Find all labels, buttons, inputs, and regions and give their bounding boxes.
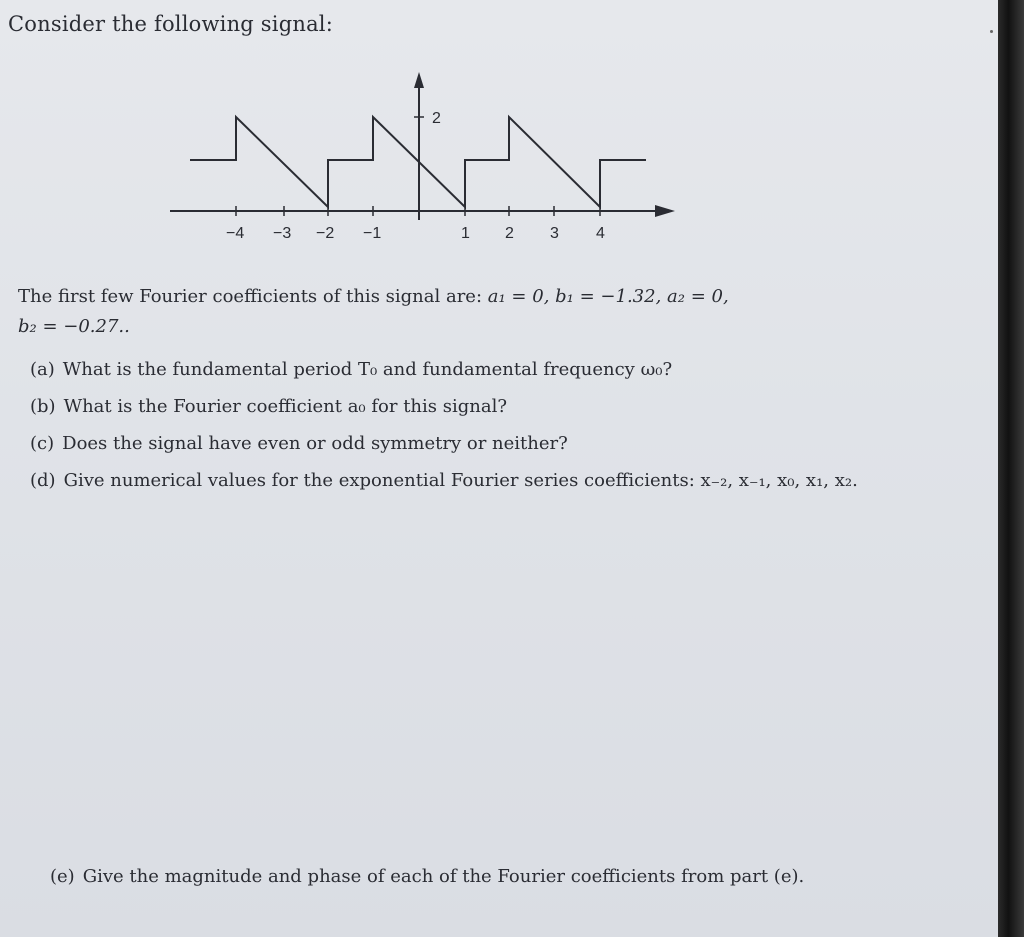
x-axis-arrowhead [655, 205, 675, 217]
question-b [30, 392, 910, 429]
x-tick-label: 2 [505, 225, 514, 242]
coefficient-a1: a₁ = 0, [487, 286, 550, 307]
question-tag: (e) [50, 866, 75, 887]
problem-heading: Consider the following signal: [8, 12, 333, 36]
y-tick-label-2: 2 [432, 110, 441, 127]
x-tick-label: −1 [363, 225, 382, 242]
question-text: What is the fundamental period T₀ and fundamental frequency ω₀? [62, 359, 673, 380]
stray-dot [990, 30, 993, 33]
question-tag: (d) [30, 470, 56, 491]
question-a [30, 355, 910, 392]
coefficients-intro: The first few Fourier coefficients of this signal are: [18, 286, 483, 307]
y-axis-arrowhead [414, 72, 424, 88]
question-text: What is the Fourier coefficient a₀ for this signal? [63, 396, 507, 417]
x-tick-label: 1 [461, 225, 470, 242]
question-list [30, 355, 910, 503]
question-e [50, 866, 804, 887]
x-tick-label: −4 [226, 225, 245, 242]
coefficient-b1: b₁ = −1.32, [555, 286, 662, 307]
x-tick-label: −2 [316, 225, 335, 242]
signal-figure [160, 62, 690, 252]
question-c [30, 429, 910, 466]
coefficient-b2: b₂ = −0.27.. [18, 316, 130, 337]
question-tag: (a) [30, 359, 55, 380]
question-text: Give the magnitude and phase of each of the Fourier coefficients from part (e). [82, 866, 805, 887]
question-tag: (c) [30, 433, 55, 454]
question-text: Give numerical values for the exponential Fourier series coefficients: x₋₂, x₋₁, x₀, x₁, x₂. [63, 470, 858, 491]
x-tick-label: 4 [596, 225, 605, 242]
x-tick-label: 3 [550, 225, 559, 242]
coefficients-statement [18, 282, 858, 342]
x-tick-label: −3 [273, 225, 292, 242]
monitor-bezel [998, 0, 1024, 937]
question-tag: (b) [30, 396, 56, 417]
question-text: Does the signal have even or odd symmetry or neither? [62, 433, 568, 454]
question-d [30, 466, 910, 503]
coefficient-a2: a₂ = 0, [667, 286, 729, 307]
